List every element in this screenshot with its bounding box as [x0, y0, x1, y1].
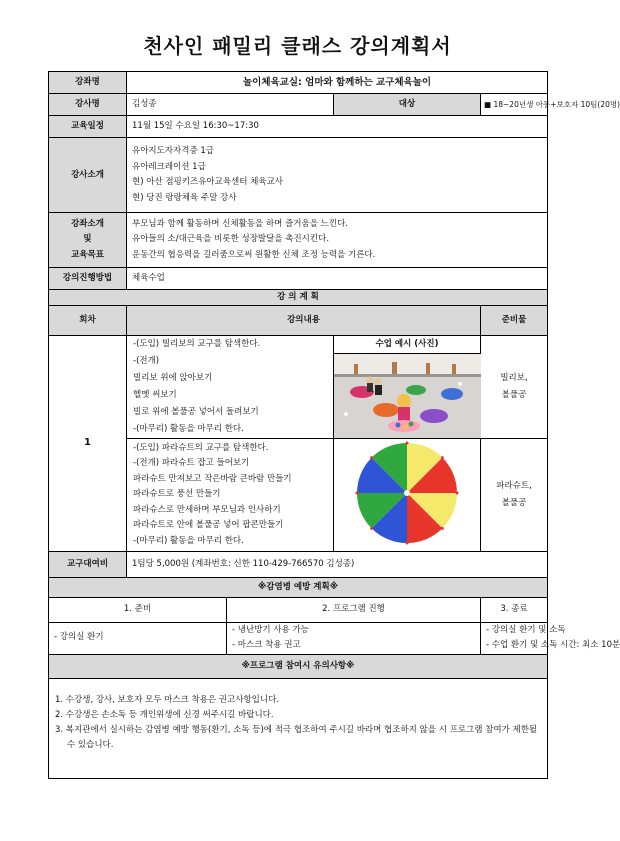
part1-content	[127, 336, 334, 439]
part1-materials	[481, 336, 548, 439]
class-photo-image	[334, 354, 480, 438]
session-column-header: 회차	[49, 306, 127, 336]
class-photo-illustration	[334, 354, 481, 438]
intro-line: 유아레크레이션 1급	[132, 161, 206, 172]
infection-section-row	[49, 577, 548, 597]
notes-section-row	[49, 654, 548, 678]
target-value: ■ 18~20년생 아동+보호자 10팀(20명)	[481, 94, 548, 116]
part2-line: 파라슈스로 만세하며 부모님과 인사하기	[133, 504, 281, 515]
part2-material: 파라슈트,	[496, 480, 532, 491]
plan-section-title: 강 의 계 획	[49, 290, 548, 306]
infection-body-row	[49, 622, 548, 654]
schedule-row	[49, 116, 548, 138]
schedule-value: 11월 15일 수요일 16:30~17:30	[127, 116, 548, 138]
part2-line: 파라슈트로 안에 볼풀공 넣어 팝콘만들기	[133, 520, 284, 531]
infection-col-end: 3. 종료	[481, 597, 548, 622]
part1-line: 헬멧 써보기	[133, 390, 177, 400]
method-label: 강의진행방법	[49, 268, 127, 290]
goals-label-line: 및	[83, 234, 92, 245]
part2-materials	[481, 439, 548, 552]
infection-end-item: - 수업 환기 및 소독 시간: 최소 10분	[486, 640, 620, 651]
note-item: 3. 복지관에서 실시하는 감염병 예방 행동(환기, 소독 등)에 적극 협조하여 주시길 바라며 협조하지 않을 시 프로그램 참여가 제한될 수 있습니다.	[55, 724, 538, 750]
course-name: 놀이체육교실: 엄마와 함께하는 교구체육놀이	[127, 72, 548, 94]
infection-progress-item: - 냉난방기 사용 가능	[232, 624, 309, 635]
part1-material: 볼풀공	[501, 390, 527, 400]
infection-prepare-items	[49, 622, 227, 654]
goals-label	[49, 213, 127, 268]
rental-fee-value: 1팀당 5,000원 (계좌번호: 신한 110-429-766570 김성종)	[127, 551, 548, 577]
photo-cell	[334, 336, 481, 439]
method-row	[49, 268, 548, 290]
materials-column-header: 준비물	[481, 306, 548, 336]
course-label: 강좌명	[49, 72, 127, 94]
infection-progress-item: - 마스크 착용 권고	[232, 640, 301, 651]
instructor-name: 김성종	[127, 94, 334, 116]
goals-label-line: 교육목표	[71, 249, 104, 260]
intro-line: 유아지도자자격증 1급	[132, 146, 215, 156]
part1-material: 빌리보,	[500, 373, 528, 383]
part1-line: 빌리보 위에 앉아보기	[133, 373, 213, 383]
infection-header-row	[49, 597, 548, 622]
plan-section-row	[49, 290, 548, 306]
goals-line: 운동간의 협응력을 길러줌으로써 원활한 신체 조정 능력을 기른다.	[132, 249, 376, 260]
goals-line: 부모님과 함께 활동하며 신체활동을 하며 즐거움을 느낀다.	[132, 218, 348, 229]
part2-material: 볼풀공	[501, 497, 527, 508]
goals-line: 유아들의 소/대근육을 비롯한 성장발달을 촉진시킨다.	[132, 234, 330, 245]
content-column-header: 강의내용	[127, 306, 481, 336]
target-label: 대상	[334, 94, 481, 116]
part1-line: -(도입) 빌리보의 교구를 탐색한다.	[133, 339, 261, 349]
rental-fee-label: 교구대여비	[49, 551, 127, 577]
notes-body-row	[49, 678, 548, 778]
intro-label: 강사소개	[49, 138, 127, 213]
intro-line: 현) 아산 점핑키즈유아교육센터 체육교사	[132, 177, 284, 187]
part1-line: 빌로 위에 볼풀공 넣어서 돌려보기	[133, 407, 259, 417]
infection-col-prepare: 1. 준비	[49, 597, 227, 622]
parachute-image	[347, 441, 467, 545]
infection-col-progress: 2. 프로그램 진행	[227, 597, 481, 622]
rental-fee-row	[49, 551, 548, 577]
part2-line: -(도입) 파라슈트의 교구를 탐색한다.	[133, 442, 269, 453]
part2-content	[127, 439, 334, 552]
part1-line: -(마무리) 활동을 마무리 한다.	[133, 424, 244, 434]
plan-header-row	[49, 306, 548, 336]
part1-line: -(전개)	[133, 356, 160, 366]
infection-end-item: - 강의실 환기 및 소독	[486, 624, 566, 635]
photo-caption: 수업 예시 (사진)	[334, 336, 480, 354]
session-number: 1	[49, 336, 127, 552]
intro-lines	[127, 138, 548, 213]
lecture-plan-table	[48, 71, 620, 779]
infection-end-items	[481, 622, 620, 654]
goals-label-line: 강좌소개	[71, 218, 104, 229]
note-item: 1. 수강생, 강사, 보호자 모두 마스크 착용은 권고사항입니다.	[55, 694, 279, 705]
infection-section-title: ※감염병 예방 계획※	[49, 577, 548, 597]
method-value: 체육수업	[127, 268, 548, 290]
infection-progress-items	[227, 622, 481, 654]
intro-row	[49, 138, 548, 213]
part2-line: 파라슈트 만져보고 작은바람 큰바람 만들기	[133, 473, 292, 484]
instructor-label: 강사명	[49, 94, 127, 116]
course-row	[49, 72, 548, 94]
instructor-row	[49, 94, 548, 116]
schedule-label: 교육일정	[49, 116, 127, 138]
plan-part1-row	[49, 336, 548, 439]
goals-lines	[127, 213, 548, 268]
goals-row	[49, 213, 548, 268]
intro-line: 현) 당진 랑랑체육 주말 강사	[132, 192, 237, 203]
part2-line: 파라슈트로 풍선 만들기	[133, 489, 221, 500]
infection-prepare-item: - 강의실 환기	[54, 632, 104, 643]
parachute-cell	[334, 439, 481, 552]
notes-section-title: ※프로그램 참여시 유의사항※	[49, 654, 548, 678]
notes-list	[49, 678, 548, 778]
part2-line: -(마무리) 활동을 마무리 한다.	[133, 535, 244, 546]
note-item: 2. 수강생은 손소독 등 개인위생에 신경 써주시길 바랍니다.	[55, 709, 274, 720]
document-title: 천사인 패밀리 클래스 강의계획서	[143, 34, 452, 58]
part2-line: -(전개) 파라슈트 잡고 들어보기	[133, 458, 250, 469]
